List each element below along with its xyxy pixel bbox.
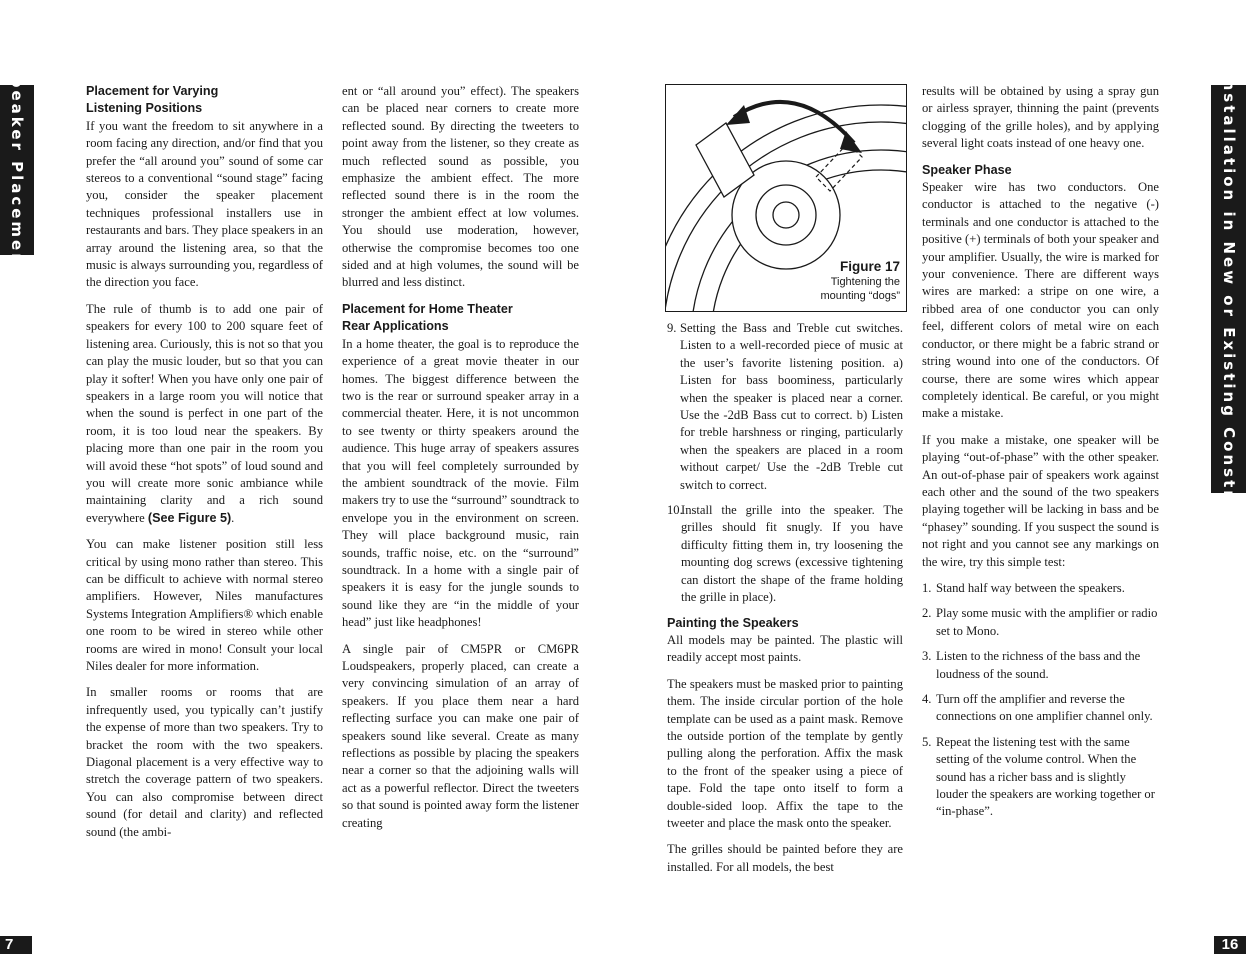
figure-caption-line: Tightening the [830, 276, 900, 288]
list-item: 5. Repeat the listening test with the same setting of the volume control. When the sound has a richer bass and is slightly louder the speakers are working together or “in-phase”. [922, 734, 1155, 819]
column-3 [667, 320, 903, 885]
figure-reference: (See Figure 5) [147, 510, 232, 525]
section-heading: Painting the Speakers [667, 615, 799, 630]
paragraph: The rule of thumb is to add one pair of speakers for every 100 to 200 square feet of listening area. Curiously, this is not so that you can play the music louder, but so that you can play it softer! When you have only one pair of speakers in a large room you will notice that when the sound is perfect in one part of the room, it is too loud near the speakers. By placing more than one pair in the room you will avoid these “hot spots” of loud sound and you will create more sonic ambiance while maintaining clarity and a rich sound everywhere (See Figure 5). [86, 301, 323, 525]
column-1 [86, 83, 323, 850]
page-number-right: 16 [1214, 936, 1246, 954]
paragraph: results will be obtained by using a spray gun or airless sprayer, thinning the paint (prevents clogging of the grille holes), and by applying several light coats instead of one heavy one. [922, 84, 1159, 151]
section-tab-right-label: Final Installation in New or Existing Construction [1219, 6, 1238, 572]
paragraph: Speaker wire has two conductors. One conductor is attached to the negative (-) terminals and one conductor is attached to the positive (+) terminals of both your speaker and your amplifier. Usually, the wire is marked for your convenience. There are different ways wires are marked: a stripe on one wire, a ribbed area of one conductor you can only feel, different colors of metal wire on each conductor, or there might be a fabric strand or string wound into one of the conductors. Of course, there are some wires which appear completely identical. Be careful, or you might make a mistake. [922, 180, 1159, 421]
figure-caption-line: mounting “dogs” [820, 290, 900, 302]
paragraph: The speakers must be masked prior to painting them. The inside circular portion of the hole template can be used as a paint mask. Remove the outside portion of the template by gently pulling along the perforation. Affix the mask to the front of the speaker using a piece of tape. Fold the tape onto itself to form a double-sided loop. Affix the tape to the tweeter and place the mask onto the speaker. [667, 676, 903, 830]
paragraph: In a home theater, the goal is to reproduce the experience of a great movie theater in our homes. The biggest difference between the two is the rear or surround speaker array in a commercial theater. Here, it is not uncommon to see twenty or thirty speakers around the audience. This huge array of speakers assures that you will feel completely surrounded by the ambient soundtrack of the movie. Film makers try to use the “surround” soundtrack to envelope you in the environment on screen. They will place background music, rain sounds, traffic noise, etc. on the “surround” soundtrack. In a home with a single pair of speakers it is easy for the jungle sounds to sound like they are “in the middle of your head” just like headphones! [342, 336, 579, 630]
page-number-left: 7 [0, 936, 32, 954]
section-tab-left-label: Speaker Placement [8, 62, 26, 278]
figure-title: Figure 17 [839, 259, 900, 274]
column-4 [922, 83, 1159, 829]
paragraph: ent or “all around you” effect). The speakers can be placed near corners to create more reflected sound. By directing the tweeters to point away from the listener, so they create as much reflected sound as possible, you emphasize the ambient effect. The more reflected sound there is in the room the stronger the ambient effect at low volumes. You should use moderation, however, otherwise the compromise becomes too one sided and at high volumes, the sound will be blurred and less distinct. [342, 84, 579, 290]
figure-caption [821, 258, 901, 303]
list-item: 1. Stand half way between the speakers. [922, 580, 1125, 595]
paragraph: If you make a mistake, one speaker will be playing “out-of-phase” with the other speaker. An out-of-phase pair of speakers work against each other and the sound of the two speakers playing together will be lacking in bass and be “phasey” sounding. If you suspect the sound is not right and you cannot see any markings on the wire, try this simple test: [922, 432, 1159, 569]
list-item: 10. Install the grille into the speaker. The grilles should fit snugly. If you have difficulty fitting them in, try loosening the mounting dog screws (excessive tightening can distort the shape of the frame holding the grille in place). [667, 503, 903, 605]
phase-test-steps [922, 580, 1159, 821]
paragraph: A single pair of CM5PR or CM6PR Loudspeakers, properly placed, can create a very convincing simulation of an array of speakers. If you place them near a hard reflecting surface you can make one pair of speakers sound like several. Create as many reflections as possible by placing the speakers near a corner so that the adjoining walls will act as a powerful reflector. Direct the tweeters so that sound is pointed away form the listener creating [342, 641, 579, 830]
figure-17 [665, 84, 907, 312]
section-heading: Placement for Varying Listening Positions [86, 84, 219, 116]
list-item: 9. Setting the Bass and Treble cut switches. Listen to a well-recorded piece of music at the user’s favorite listening position. a) Listen for bass boominess, particularly when the speaker is placed near a corner. Use the -2dB Bass cut to correct. b) Listen for treble harshness or ringing, particularly when the speakers are placed in a room without carpet/ Use the -2dB Treble cut switch to correct. [667, 321, 903, 492]
paragraph: In smaller rooms or rooms that are infrequently used, you typically can’t justify the expense of more than two speakers. Try to bracket the room with the two speakers. Diagonal placement is a very effective way to stretch the coverage pattern of two speakers. You can also compromise between direct sound (for detail and clarity) and reflected sound (the ambi- [86, 685, 323, 839]
paragraph: The grilles should be painted before they are installed. For all models, the best [667, 842, 903, 874]
paragraph: All models may be painted. The plastic will readily accept most paints. [667, 632, 903, 665]
section-tab-right [1211, 6, 1246, 572]
section-tab-left [0, 62, 34, 278]
paragraph: If you want the freedom to sit anywhere in a room facing any direction, and/or find that you prefer the “all around you” sound of some car stereos to a conventional “sound stage” facing you, consider the speaker placement techniques professional installers use in restaurants and bars. They place speakers in an array around the listening area, so that the music is always surrounding you, regardless of the direction you face. [86, 118, 323, 290]
section-heading: Placement for Home Theater Rear Applications [342, 301, 513, 334]
paragraph: You can make listener position still less critical by using mono rather than stereo. This can be difficult to achieve with normal stereo amplifiers. However, Niles manufactures Systems Integration Amplifiers® which enable one room to be wired in stereo while other rooms are wired in mono! Consult your local Niles dealer for more information. [86, 537, 323, 673]
column-2 [342, 83, 579, 841]
list-item: 3. Listen to the richness of the bass and the loudness of the sound. [922, 649, 1141, 681]
list-item: 4. Turn off the amplifier and reverse the connections on one amplifier channel only. [922, 692, 1153, 724]
list-item: 2. Play some music with the amplifier or radio set to Mono. [922, 606, 1158, 638]
section-heading: Speaker Phase [922, 162, 1012, 177]
instruction-list [667, 320, 903, 607]
